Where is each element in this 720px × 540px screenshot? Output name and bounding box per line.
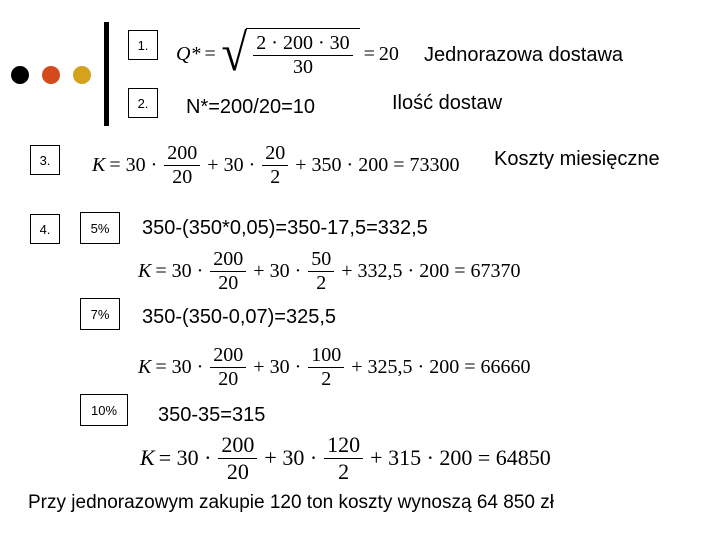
monthly-cost-fraction-2 <box>262 143 288 188</box>
discount-7-box <box>80 298 120 330</box>
monthly-cost-term-2: + 30 · <box>207 153 256 176</box>
d7-fraction-2-denominator: 2 <box>321 367 332 390</box>
item-2-number-box <box>128 88 158 118</box>
monthly-cost-formula <box>92 138 463 192</box>
discount-5-fraction-2 <box>308 249 334 294</box>
d5-fraction-2-numerator: 50 <box>308 249 334 272</box>
d5-fraction-2-denominator: 2 <box>316 271 327 294</box>
sqrt-icon: √ <box>221 25 247 82</box>
discount-7-term-3: + 325,5 · 200 = 66660 <box>351 355 531 378</box>
discount-5-k: K <box>138 259 152 282</box>
discount-7-fraction-2 <box>308 345 344 390</box>
item-3-number: 3. <box>39 152 51 168</box>
fraction-1-numerator: 200 <box>164 143 200 166</box>
discount-10-fraction-2 <box>324 433 363 482</box>
item-2-number: 2. <box>137 95 149 111</box>
item-1-number: 1. <box>137 37 149 53</box>
fraction-2-denominator: 2 <box>270 165 281 188</box>
discount-10-box <box>80 394 128 426</box>
bullet-gold-icon <box>73 66 91 84</box>
item-2-caption: Ilość dostaw <box>392 92 503 114</box>
d5-fraction-1-numerator: 200 <box>210 249 246 272</box>
item-4-number: 4. <box>39 221 51 237</box>
discount-10-k: K <box>140 445 155 470</box>
sqrt-body <box>246 28 359 80</box>
sqrt-group <box>220 25 360 82</box>
discount-5-term-2: + 30 · <box>253 259 302 282</box>
d10-fraction-2-denominator: 2 <box>338 458 350 484</box>
fraction-2-numerator: 20 <box>262 143 288 166</box>
discount-7-fraction-1 <box>210 345 246 390</box>
discount-10-formula <box>140 428 555 488</box>
vertical-divider <box>104 22 109 126</box>
eoq-result: 20 <box>378 42 399 65</box>
eoq-numerator: 2 · 200 · 30 <box>253 33 352 56</box>
discount-10-text: 350-35=315 <box>158 404 266 426</box>
discount-5-box <box>80 212 120 244</box>
discount-10-term-2: + 30 · <box>264 445 318 470</box>
discount-10-term-1: = 30 · <box>158 445 212 470</box>
d5-fraction-1-denominator: 20 <box>218 271 239 294</box>
discount-10-term-3: + 315 · 200 = 64850 <box>370 445 551 470</box>
d10-fraction-1-denominator: 20 <box>226 458 249 484</box>
item-1-caption: Jednorazowa dostawa <box>424 44 624 66</box>
fraction-1-denominator: 20 <box>172 165 193 188</box>
d10-fraction-2-numerator: 120 <box>324 433 363 458</box>
monthly-cost-term-3: + 350 · 200 = 73300 <box>295 153 460 176</box>
discount-5-term-1: = 30 · <box>155 259 204 282</box>
discount-7-formula <box>138 340 534 394</box>
item-4-number-box <box>30 214 60 244</box>
eoq-denominator: 30 <box>292 56 313 78</box>
eoq-equals: = <box>204 42 216 65</box>
item-3-number-box <box>30 145 60 175</box>
eoq-lhs: Q* <box>176 42 201 65</box>
monthly-cost-fraction-1 <box>164 143 200 188</box>
eoq-formula <box>176 22 399 86</box>
conclusion-text: Przy jednorazowym zakupie 120 ton koszty wynoszą 64 850 zł <box>28 492 554 513</box>
item-2-text: N*=200/20=10 <box>186 96 316 118</box>
discount-5-fraction-1 <box>210 249 246 294</box>
discount-7-label: 7% <box>90 306 110 322</box>
d7-fraction-1-numerator: 200 <box>210 345 246 368</box>
discount-5-label: 5% <box>90 220 110 236</box>
monthly-cost-term-1: = 30 · <box>109 153 158 176</box>
discount-5-term-3: + 332,5 · 200 = 67370 <box>341 259 521 282</box>
discount-10-fraction-1 <box>218 433 257 482</box>
bullet-black-icon <box>11 66 29 84</box>
discount-5-formula <box>138 244 524 298</box>
d7-fraction-2-numerator: 100 <box>308 345 344 368</box>
discount-7-term-2: + 30 · <box>253 355 302 378</box>
item-3-caption: Koszty miesięczne <box>494 148 660 170</box>
item-1-number-box <box>128 30 158 60</box>
d10-fraction-1-numerator: 200 <box>218 433 257 458</box>
discount-7-text: 350-(350-0,07)=325,5 <box>142 306 337 328</box>
discount-10-label: 10% <box>90 402 118 418</box>
discount-7-term-1: = 30 · <box>155 355 204 378</box>
d7-fraction-1-denominator: 20 <box>218 367 239 390</box>
monthly-cost-k: K <box>92 153 106 176</box>
discount-7-k: K <box>138 355 152 378</box>
bullet-red-icon <box>42 66 60 84</box>
eoq-fraction <box>253 33 352 78</box>
discount-5-text: 350-(350*0,05)=350-17,5=332,5 <box>142 217 428 239</box>
eoq-equals-2: = <box>363 42 375 65</box>
